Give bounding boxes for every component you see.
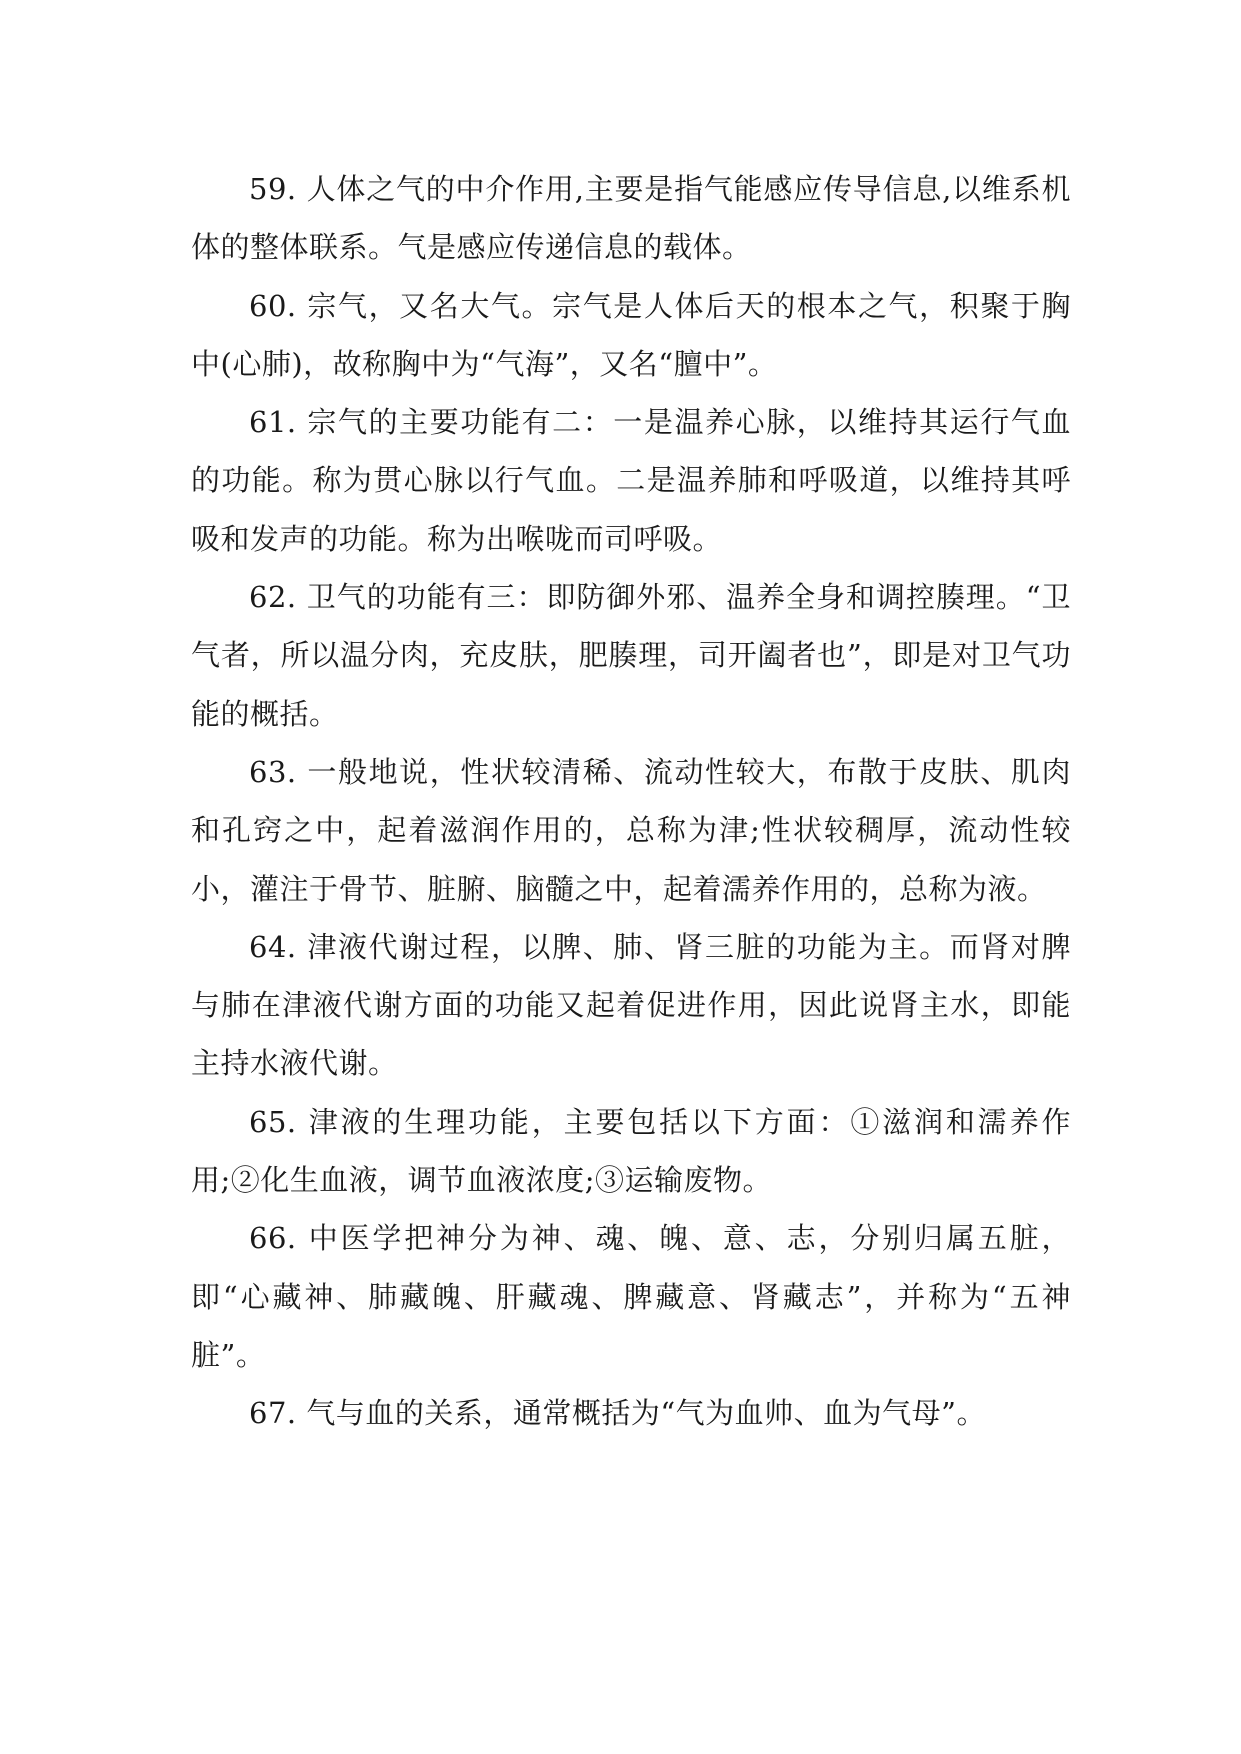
paragraph-60 — [191, 277, 1071, 394]
paragraph-text: 一般地说，性状较清稀、流动性较大，布散于皮肤、肌肉和孔窍之中，起着滋润作用的，总称为津;性状较稠厚，流动性较小，灌注于骨节、脏腑、脑髓之中，起着濡养作用的，总称为液。 — [191, 754, 1071, 906]
paragraph-number: 64. — [249, 929, 297, 964]
paragraph-64 — [191, 918, 1071, 1093]
paragraph-text: 中医学把神分为神、魂、魄、意、志，分别归属五脏，即“心藏神、肺藏魄、肝藏魂、脾藏意、肾藏志”，并称为“五神脏”。 — [191, 1221, 1071, 1372]
paragraph-65 — [191, 1093, 1071, 1210]
paragraph-number: 63. — [249, 754, 297, 789]
paragraph-text: 气与血的关系，通常概括为“气为血帅、血为气母”。 — [296, 1396, 986, 1431]
paragraph-text: 卫气的功能有三：即防御外邪、温养全身和调控腠理。“卫气者，所以温分肉，充皮肤，肥腠理，司开阖者也”，即是对卫气功能的概括。 — [191, 580, 1071, 731]
paragraph-67 — [191, 1384, 1071, 1442]
paragraph-number: 59. — [249, 172, 297, 206]
paragraph-text: 津液的生理功能，主要包括以下方面：①滋润和濡养作用;②化生血液，调节血液浓度;③运输废物。 — [191, 1104, 1071, 1198]
paragraph-59 — [191, 160, 1071, 277]
paragraph-61 — [191, 393, 1071, 568]
paragraph-text: 宗气，又名大气。宗气是人体后天的根本之气，积聚于胸中(心肺)，故称胸中为“气海”，又名“膻中”。 — [191, 288, 1071, 381]
paragraph-text: 人体之气的中介作用,主要是指气能感应传导信息,以维系机体的整体联系。气是感应传递信息的载体。 — [191, 172, 1071, 265]
paragraph-number: 60. — [249, 288, 297, 323]
document-page — [191, 160, 1071, 1443]
paragraph-number: 65. — [249, 1104, 297, 1139]
paragraph-number: 66. — [249, 1221, 297, 1256]
paragraph-62 — [191, 568, 1071, 743]
paragraph-text: 津液代谢过程，以脾、肺、肾三脏的功能为主。而肾对脾与肺在津液代谢方面的功能又起着促进作用，因此说肾主水，即能主持水液代谢。 — [191, 929, 1071, 1081]
paragraph-number: 67. — [249, 1396, 297, 1431]
paragraph-63 — [191, 743, 1071, 918]
paragraph-number: 62. — [249, 580, 297, 615]
paragraph-66 — [191, 1209, 1071, 1384]
paragraph-number: 61. — [249, 405, 297, 440]
paragraph-text: 宗气的主要功能有二：一是温养心脉，以维持其运行气血的功能。称为贯心脉以行气血。二是温养肺和呼吸道，以维持其呼吸和发声的功能。称为出喉咙而司呼吸。 — [191, 405, 1071, 556]
